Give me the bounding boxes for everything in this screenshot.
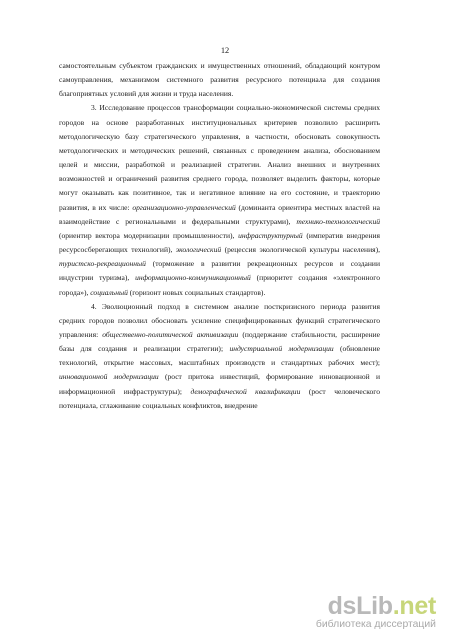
p2-text-f: (торможение в развитии рекреационных ресурсов и создании индустрии туризма), [59, 259, 380, 283]
p2-factor-technical: технико-технологический [296, 216, 380, 226]
dslib-watermark [316, 593, 436, 631]
dslib-logo [316, 593, 436, 619]
watermark-subtitle: библиотека диссертаций [315, 619, 436, 630]
paragraph-2 [59, 101, 380, 299]
p2-text-d: (императив внедрения ресурсосберегающих технологий), [59, 230, 380, 255]
p2-factor-organizational: организационно-управленческий [132, 202, 236, 212]
p2-factor-tourism: туристско-рекреационный [59, 259, 146, 269]
p2-text-a: 3. Исследование процессов трансформации социально-экономической системы средних городов на основе разработанных институциональных критериев позволило расширить методологическую базу стратегического управления, в частности, обосновать совокупность методологических и методических решений, связанных с проведением анализа, обоснованием целей и миссии, разработкой и реализацией стратегии. Анализ внешних и внутренних возможностей и ограничений развития среднего города, позволяет выделить факторы, которые могут оказывать как позитивное, так и негативное влияние на его состояние, и траекторию развития, в их числе: [59, 103, 380, 212]
p3-function-political: общественно-политической активизации [102, 329, 239, 339]
p2-factor-social: социальный [90, 287, 128, 297]
p3-text-e: (рост человеческого потенциала, сглаживание социальных конфликтов, внедрение [59, 386, 380, 410]
p2-text-e: (рецессия экологической культуры населения), [221, 245, 380, 255]
p3-function-industrial: индустриальной модернизации [229, 344, 334, 354]
p2-factor-ecological: экологический [175, 245, 222, 255]
p2-text-h: (горизонт новых социальных стандартов). [127, 287, 266, 297]
p3-text-a: 4. Эволюционный подход в системном анализе посткризисного периода развития средних городов позволил обосновать усиление специфицированных функций стратегического управления: [59, 301, 380, 339]
p2-text-b: (доминанта ориентира местных властей на взаимодействие с региональными и федеральными структурами), [59, 202, 380, 226]
p2-text-c: (ориентир вектора модернизации промышленности), [59, 230, 239, 240]
p3-function-innovation: инновационной модернизации [59, 372, 159, 382]
p3-text-c: (обновление технологий, открытие массовых, масштабных производств и стандартных рабочих мест); [59, 344, 380, 368]
p3-function-demographic: демографической квалификации [190, 386, 301, 396]
body-text [59, 59, 380, 413]
paragraph-1: самостоятельным субъектом гражданских и имущественных отношений, обладающий контуром самоуправления, механизмом системного развития ресурсного потенциала для создания благоприятных условий для жизни и труда населения. [59, 61, 380, 99]
p2-text-g: (приоритет создания «электронного города»), [59, 273, 380, 297]
logo-part-dslib: dsLib [327, 592, 393, 620]
p2-factor-information: информационно-коммуникационный [135, 273, 251, 283]
p3-text-b: (поддержание стабильности, расширение базы для создания и реализации стратегии); [59, 329, 380, 354]
paragraph-3 [59, 300, 380, 413]
page-number: 12 [220, 46, 230, 55]
logo-part-net: .net [392, 592, 436, 620]
p2-factor-infrastructure: инфраструктурный [238, 230, 303, 240]
p3-text-d: (рост притока инвестиций, формирование инновационной и информационной инфраструктуры); [59, 372, 380, 396]
